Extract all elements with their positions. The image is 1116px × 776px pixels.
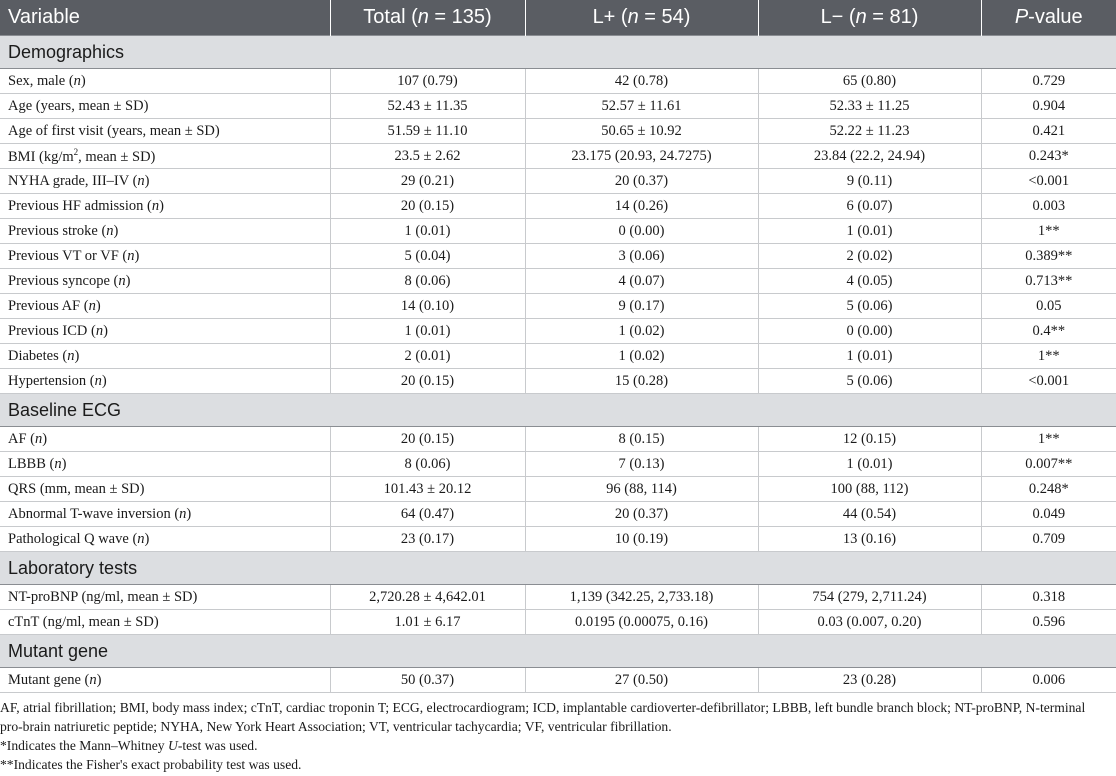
value-cell: 23.84 (22.2, 24.94) [758,144,981,169]
value-cell: 29 (0.21) [330,169,525,194]
value-cell: 5 (0.06) [758,369,981,394]
table-row [0,144,1116,169]
p-value-cell: 1** [981,219,1116,244]
row-label: Previous stroke (n) [0,219,330,244]
table-footnotes [0,698,1110,774]
row-label: QRS (mm, mean ± SD) [0,477,330,502]
table-row [0,427,1116,452]
p-value-cell: 0.049 [981,502,1116,527]
value-cell: 20 (0.15) [330,427,525,452]
value-cell: 4 (0.05) [758,269,981,294]
value-cell: 7 (0.13) [525,452,758,477]
table-row [0,452,1116,477]
value-cell: 754 (279, 2,711.24) [758,585,981,610]
table-row [0,319,1116,344]
value-cell: 1 (0.01) [758,452,981,477]
section-title: Demographics [0,36,1116,69]
table-header-row [0,0,1116,36]
value-cell: 20 (0.37) [525,502,758,527]
table-row [0,69,1116,94]
table-row [0,169,1116,194]
value-cell: 1.01 ± 6.17 [330,610,525,635]
value-cell: 0 (0.00) [525,219,758,244]
row-label: LBBB (n) [0,452,330,477]
value-cell: 14 (0.10) [330,294,525,319]
value-cell: 8 (0.15) [525,427,758,452]
p-value-cell: 0.421 [981,119,1116,144]
p-value-cell: 0.713** [981,269,1116,294]
p-value-cell: 0.389** [981,244,1116,269]
value-cell: 52.43 ± 11.35 [330,94,525,119]
p-value-cell: 0.318 [981,585,1116,610]
p-value-cell: 0.243* [981,144,1116,169]
row-label: Hypertension (n) [0,369,330,394]
value-cell: 1 (0.01) [758,219,981,244]
p-value-cell: 0.709 [981,527,1116,552]
table-row [0,344,1116,369]
value-cell: 6 (0.07) [758,194,981,219]
section-header-row [0,394,1116,427]
table-row [0,502,1116,527]
value-cell: 12 (0.15) [758,427,981,452]
value-cell: 96 (88, 114) [525,477,758,502]
row-label: Mutant gene (n) [0,668,330,693]
footnote-fisher: **Indicates the Fisher's exact probability test was used. [0,757,302,772]
value-cell: 107 (0.79) [330,69,525,94]
row-label: Previous syncope (n) [0,269,330,294]
row-label: BMI ($kg/m^2$, mean ± SD) [0,144,330,169]
value-cell: 2,720.28 ± 4,642.01 [330,585,525,610]
value-cell: 23.5 ± 2.62 [330,144,525,169]
row-label: Pathological Q wave (n) [0,527,330,552]
row-label: Diabetes (n) [0,344,330,369]
p-value-cell: 0.596 [981,610,1116,635]
p-value-cell: 1** [981,344,1116,369]
value-cell: 1 (0.02) [525,344,758,369]
value-cell: 101.43 ± 20.12 [330,477,525,502]
table-row [0,585,1116,610]
row-label: Age (years, mean ± SD) [0,94,330,119]
p-value-cell: 0.729 [981,69,1116,94]
section-title: Mutant gene [0,635,1116,668]
value-cell: 1 (0.01) [758,344,981,369]
value-cell: 50.65 ± 10.92 [525,119,758,144]
value-cell: 1 (0.01) [330,219,525,244]
column-header-1: Total (n = 135) [330,0,525,36]
value-cell: 1,139 (342.25, 2,733.18) [525,585,758,610]
value-cell: 10 (0.19) [525,527,758,552]
value-cell: 8 (0.06) [330,452,525,477]
value-cell: 42 (0.78) [525,69,758,94]
row-label: Previous AF (n) [0,294,330,319]
value-cell: 3 (0.06) [525,244,758,269]
value-cell: 20 (0.37) [525,169,758,194]
column-header-4: P-value [981,0,1116,36]
row-label: AF (n) [0,427,330,452]
value-cell: 5 (0.04) [330,244,525,269]
row-label: Abnormal T-wave inversion (n) [0,502,330,527]
value-cell: 52.33 ± 11.25 [758,94,981,119]
value-cell: 13 (0.16) [758,527,981,552]
value-cell: 2 (0.02) [758,244,981,269]
table-row [0,244,1116,269]
value-cell: 23.175 (20.93, 24.7275) [525,144,758,169]
value-cell: 52.22 ± 11.23 [758,119,981,144]
footnote-abbreviations: AF, atrial fibrillation; BMI, body mass index; cTnT, cardiac troponin T; ECG, electrocardiogram; ICD, implantable cardioverter-defibrillator; LBBB, left bundle branch block; NT-proBNP, N-terminal pro-brain natriuretic peptide; NYHA, New York Heart Association; VT, ventricular tachycardia; VF, ventricular fibrillation. [0,700,1086,734]
p-value-cell: <0.001 [981,369,1116,394]
value-cell: 9 (0.17) [525,294,758,319]
column-header-2: L+ (n = 54) [525,0,758,36]
table-row [0,269,1116,294]
value-cell: 15 (0.28) [525,369,758,394]
table-row [0,369,1116,394]
value-cell: 100 (88, 112) [758,477,981,502]
row-label: cTnT (ng/ml, mean ± SD) [0,610,330,635]
p-value-cell: 0.003 [981,194,1116,219]
row-label: Age of first visit (years, mean ± SD) [0,119,330,144]
row-label: Sex, male (n) [0,69,330,94]
p-value-cell: 0.007** [981,452,1116,477]
section-header-row [0,552,1116,585]
column-header-0: Variable [0,0,330,36]
table-row [0,294,1116,319]
p-value-cell: <0.001 [981,169,1116,194]
value-cell: 2 (0.01) [330,344,525,369]
row-label: Previous VT or VF (n) [0,244,330,269]
value-cell: 1 (0.02) [525,319,758,344]
value-cell: 9 (0.11) [758,169,981,194]
table-body [0,36,1116,693]
table-row [0,668,1116,693]
p-value-cell: 0.006 [981,668,1116,693]
table-row [0,477,1116,502]
value-cell: 23 (0.28) [758,668,981,693]
row-label: Previous ICD (n) [0,319,330,344]
section-header-row [0,635,1116,668]
value-cell: 65 (0.80) [758,69,981,94]
value-cell: 0.0195 (0.00075, 0.16) [525,610,758,635]
value-cell: 0 (0.00) [758,319,981,344]
value-cell: 0.03 (0.007, 0.20) [758,610,981,635]
p-value-cell: 0.4** [981,319,1116,344]
value-cell: 14 (0.26) [525,194,758,219]
table-row [0,194,1116,219]
value-cell: 20 (0.15) [330,194,525,219]
value-cell: 5 (0.06) [758,294,981,319]
value-cell: 50 (0.37) [330,668,525,693]
row-label: NYHA grade, III–IV (n) [0,169,330,194]
value-cell: 8 (0.06) [330,269,525,294]
table-row [0,94,1116,119]
value-cell: 20 (0.15) [330,369,525,394]
section-title: Baseline ECG [0,394,1116,427]
value-cell: 23 (0.17) [330,527,525,552]
value-cell: 64 (0.47) [330,502,525,527]
value-cell: 1 (0.01) [330,319,525,344]
p-value-cell: 1** [981,427,1116,452]
value-cell: 4 (0.07) [525,269,758,294]
table-row [0,527,1116,552]
value-cell: 51.59 ± 11.10 [330,119,525,144]
table-row [0,119,1116,144]
value-cell: 44 (0.54) [758,502,981,527]
section-header-row [0,36,1116,69]
p-value-cell: 0.904 [981,94,1116,119]
table-row [0,610,1116,635]
footnote-mann-whitney: *Indicates the Mann–Whitney U-test was used. [0,738,258,753]
value-cell: 52.57 ± 11.61 [525,94,758,119]
table-row [0,219,1116,244]
column-header-3: L− (n = 81) [758,0,981,36]
row-label: Previous HF admission (n) [0,194,330,219]
row-label: NT-proBNP (ng/ml, mean ± SD) [0,585,330,610]
value-cell: 27 (0.50) [525,668,758,693]
section-title: Laboratory tests [0,552,1116,585]
p-value-cell: 0.05 [981,294,1116,319]
p-value-cell: 0.248* [981,477,1116,502]
